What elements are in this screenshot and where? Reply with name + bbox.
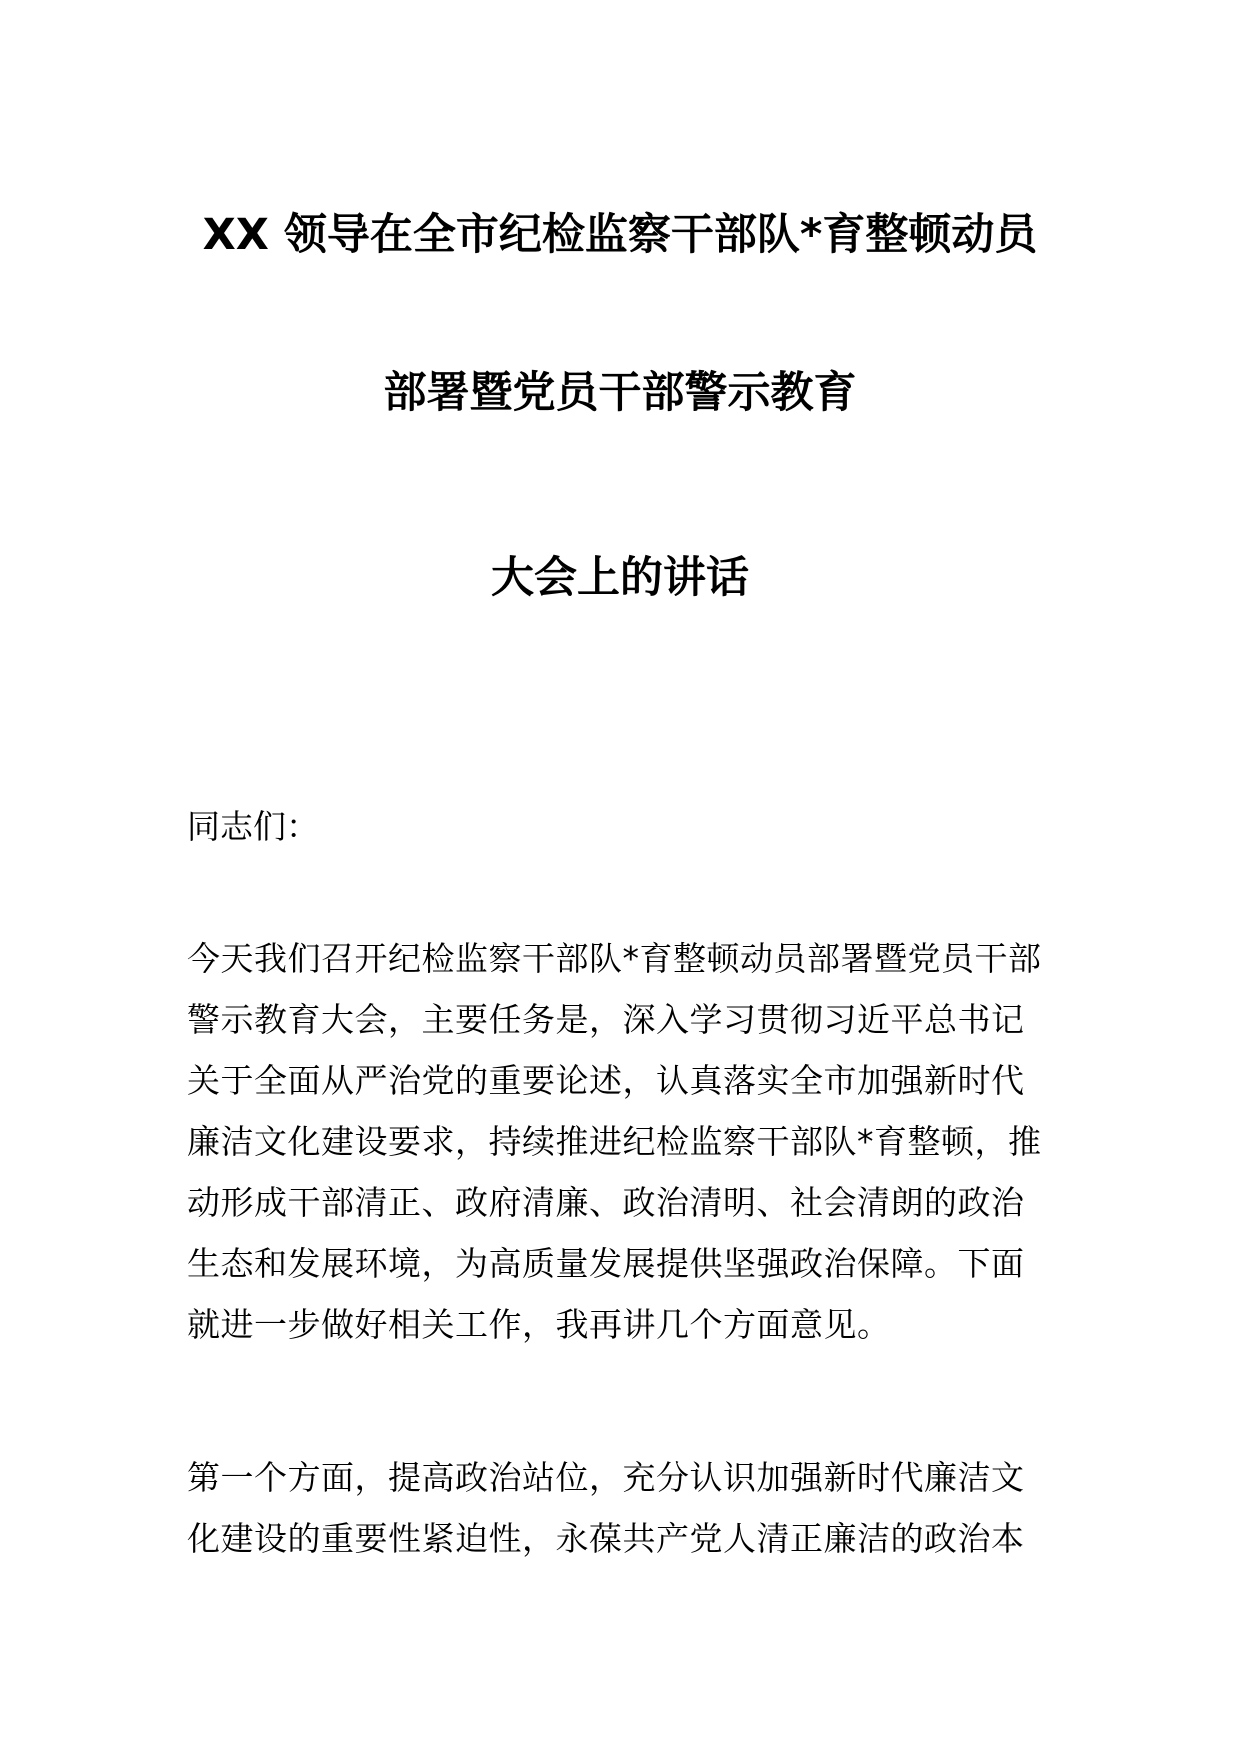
paragraph-line: 今天我们召开纪检监察干部队*育整顿动员部署暨党员干部 [187, 939, 1042, 978]
paragraph-line: 第一个方面，提高政治站位，充分认识加强新时代廉洁文 [187, 1458, 1025, 1497]
paragraph-line: 廉洁文化建设要求，持续推进纪检监察干部队*育整顿，推 [187, 1122, 1042, 1161]
paragraph-line: 警示教育大会，主要任务是，深入学习贯彻习近平总书记 [187, 1000, 1025, 1039]
title-line-3: 大会上的讲话 [491, 553, 749, 603]
paragraph-1 [187, 928, 1057, 1355]
paragraph-line: 动形成干部清正、政府清廉、政治清明、社会清朗的政治 [187, 1183, 1025, 1222]
paragraph-line: 化建设的重要性紧迫性，永葆共产党人清正廉洁的政治本 [187, 1519, 1025, 1558]
salutation: 同志们： [187, 807, 319, 846]
paragraph-line: 生态和发展环境，为高质量发展提供坚强政治保障。下面 [187, 1244, 1025, 1283]
paragraph-2 [187, 1447, 1057, 1569]
title-line-1: XX 领导在全市纪检监察干部队*育整顿动员 [202, 210, 1038, 260]
paragraph-line: 就进一步做好相关工作，我再讲几个方面意见。 [187, 1305, 891, 1344]
title-line-2: 部署暨党员干部警示教育 [383, 368, 857, 418]
paragraph-line: 关于全面从严治党的重要论述，认真落实全市加强新时代 [187, 1061, 1025, 1100]
